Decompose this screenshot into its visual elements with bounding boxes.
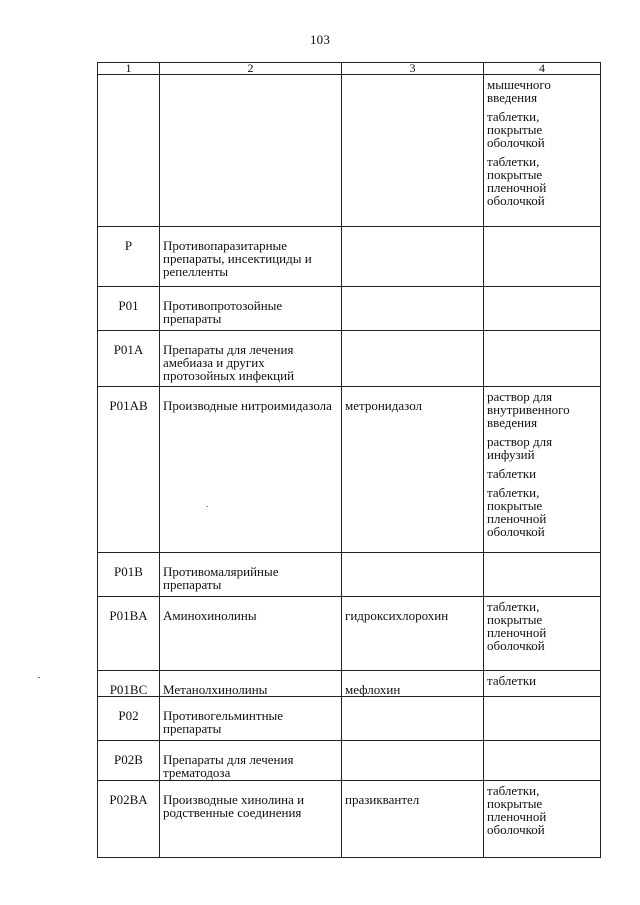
atc-code-cell: P01BC — [98, 671, 160, 697]
drug-name-cell — [342, 697, 484, 741]
atc-code-cell: P — [98, 227, 160, 287]
column-number-row — [98, 63, 601, 75]
table-row — [98, 287, 601, 331]
atc-code-cell: P02 — [98, 697, 160, 741]
dosage-forms-cell — [484, 597, 601, 671]
atc-code-cell: P01AB — [98, 387, 160, 553]
column-number-3: 3 — [342, 63, 484, 75]
table-body — [98, 75, 601, 858]
table-row — [98, 781, 601, 858]
atc-code-cell: P01BA — [98, 597, 160, 671]
dosage-forms-cell — [484, 671, 601, 697]
dosage-form: таблетки — [487, 673, 537, 688]
drug-name-cell — [342, 331, 484, 387]
table-row — [98, 671, 601, 697]
dosage-forms-cell — [484, 387, 601, 553]
atc-group-cell: Противогельминтные препараты — [160, 697, 342, 741]
drug-name-cell — [342, 553, 484, 597]
dosage-forms-cell — [484, 331, 601, 387]
drug-table — [97, 62, 601, 858]
stray-mark — [206, 506, 208, 507]
dosage-form: мышечного введения — [487, 77, 551, 105]
drug-name-cell: мефлохин — [342, 671, 484, 697]
atc-group-cell: Производные хинолина и родственные соединения — [160, 781, 342, 858]
dosage-forms-cell — [484, 227, 601, 287]
drug-name-cell — [342, 227, 484, 287]
table-row — [98, 741, 601, 781]
atc-code-cell: P01A — [98, 331, 160, 387]
atc-group-cell: Аминохинолины — [160, 597, 342, 671]
drug-name-cell: гидроксихлорохин — [342, 597, 484, 671]
atc-group-cell: Метанолхинолины — [160, 671, 342, 697]
dosage-forms-cell — [484, 781, 601, 858]
dosage-forms-cell — [484, 75, 601, 227]
column-number-2: 2 — [160, 63, 342, 75]
dosage-forms-cell — [484, 287, 601, 331]
dosage-form: таблетки — [487, 466, 537, 481]
dosage-form: раствор для инфузий — [487, 434, 553, 462]
table-row — [98, 75, 601, 227]
atc-group-cell: Производные нитроимидазола — [160, 387, 342, 553]
drug-name-cell — [342, 287, 484, 331]
dosage-form: таблетки, покрытые пленочной оболочкой — [487, 599, 547, 653]
table-row — [98, 331, 601, 387]
table-header — [98, 63, 601, 75]
column-number-1: 1 — [98, 63, 160, 75]
table-row — [98, 553, 601, 597]
dosage-forms-cell — [484, 553, 601, 597]
drug-name-cell — [342, 75, 484, 227]
table-row — [98, 697, 601, 741]
drug-name-cell: метронидазол — [342, 387, 484, 553]
atc-code-cell: P02B — [98, 741, 160, 781]
dosage-form: таблетки, покрытые пленочной оболочкой — [487, 154, 547, 208]
atc-group-cell: Противопаразитарные препараты, инсектициды и репелленты — [160, 227, 342, 287]
atc-group-cell: Противопротозойные препараты — [160, 287, 342, 331]
atc-group-cell: Препараты для лечения трематодоза — [160, 741, 342, 781]
table-row — [98, 227, 601, 287]
dosage-forms-cell — [484, 697, 601, 741]
page-number: 103 — [309, 32, 331, 47]
drug-name-cell — [342, 741, 484, 781]
dosage-form: таблетки, покрытые пленочной оболочкой — [487, 783, 547, 837]
atc-code-cell: P02BA — [98, 781, 160, 858]
drug-name-cell: празиквантел — [342, 781, 484, 858]
column-number-4: 4 — [484, 63, 601, 75]
dosage-form: таблетки, покрытые оболочкой — [487, 109, 545, 150]
table-row — [98, 597, 601, 671]
atc-group-cell: Препараты для лечения амебиаза и других протозойных инфекций — [160, 331, 342, 387]
margin-mark — [38, 677, 40, 678]
dosage-forms-cell — [484, 741, 601, 781]
table-row — [98, 387, 601, 553]
atc-code-cell — [98, 75, 160, 227]
atc-code-cell: P01 — [98, 287, 160, 331]
atc-group-cell — [160, 75, 342, 227]
atc-group-cell: Противомалярийные препараты — [160, 553, 342, 597]
atc-code-cell: P01B — [98, 553, 160, 597]
dosage-form: раствор для внутривенного введения — [487, 389, 570, 430]
dosage-form: таблетки, покрытые пленочной оболочкой — [487, 485, 547, 539]
